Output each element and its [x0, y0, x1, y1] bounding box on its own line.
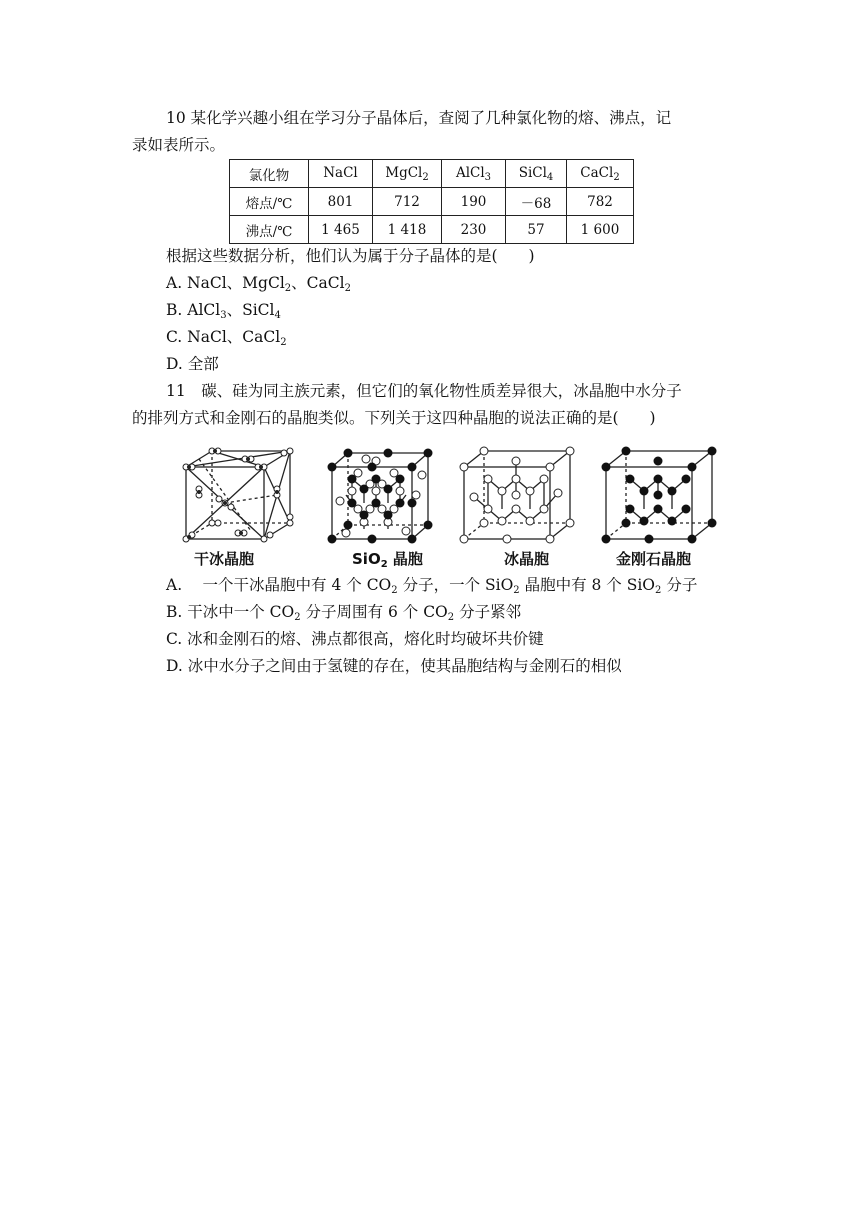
caption-diamond: 金刚石晶胞: [616, 550, 692, 568]
ice-cell-diagram: [458, 445, 578, 545]
q10-option-a[interactable]: A. NaCl、MgCl$_2$、CaCl$_2$: [166, 274, 351, 294]
table-row-label: 熔点/℃: [230, 188, 309, 216]
q11-option-b[interactable]: B. 干冰中一个 $CO_2$ 分子周围有 6 个 $CO_2$ 分子紧邻: [166, 603, 522, 623]
table-header-cell: MgCl$_2$: [373, 160, 442, 188]
table-header-cell: AlCl$_3$: [442, 160, 506, 188]
table-row: [230, 216, 634, 244]
table-cell: 712: [373, 188, 442, 216]
table-cell: 190: [442, 188, 506, 216]
table-cell: 230: [442, 216, 506, 244]
q11-option-c[interactable]: C. 冰和金刚石的熔、沸点都很高，熔化时均破坏共价键: [166, 630, 544, 648]
caption-dry-ice: 干冰晶胞: [194, 550, 255, 568]
dry-ice-cell-diagram: [178, 445, 298, 545]
table-cell: 801: [309, 188, 373, 216]
table-row: [230, 188, 634, 216]
caption-ice: 冰晶胞: [504, 550, 550, 568]
q10-option-d[interactable]: D. 全部: [166, 355, 219, 373]
table-cell: 1 418: [373, 216, 442, 244]
table-cell: 1 465: [309, 216, 373, 244]
q10-stem-line2: 录如表所示。: [132, 136, 226, 154]
q11-stem-line2: 的排列方式和金刚石的晶胞类似。下列关于这四种晶胞的说法正确的是( ): [132, 409, 656, 427]
table-cell: 57: [506, 216, 567, 244]
table-header-cell: SiCl$_4$: [506, 160, 567, 188]
q11-option-d[interactable]: D. 冰中水分子之间由于氢键的存在，使其晶胞结构与金刚石的相似: [166, 657, 622, 675]
table-cell: －68: [506, 188, 567, 216]
q11-option-a[interactable]: A. 一个干冰晶胞中有 4 个 $CO_2$ 分子，一个 SiO$_2$ 晶胞中有 8 个 SiO$_2$ 分子: [166, 576, 698, 596]
table-cell: 1 600: [567, 216, 634, 244]
sio2-cell-diagram: [326, 445, 436, 545]
table-header-label: 氯化物: [230, 160, 309, 188]
caption-sio2: SiO$_2$ 晶胞: [352, 550, 423, 570]
table-cell: 782: [567, 188, 634, 216]
q10-question: 根据这些数据分析，他们认为属于分子晶体的是( ): [166, 247, 535, 265]
q10-option-b[interactable]: B. AlCl$_3$、SiCl$_4$: [166, 301, 281, 321]
q11-stem-line1: 11 碳、硅为同主族元素，但它们的氧化物性质差异很大，冰晶胞中水分子: [166, 382, 682, 400]
table-header-cell: NaCl: [309, 160, 373, 188]
table-header-cell: CaCl$_2$: [567, 160, 634, 188]
diamond-cell-diagram: [600, 445, 720, 545]
chloride-data-table: [229, 159, 634, 244]
q10-stem-line1: 10 某化学兴趣小组在学习分子晶体后，查阅了几种氯化物的熔、沸点，记: [166, 109, 672, 127]
q10-option-c[interactable]: C. NaCl、CaCl$_2$: [166, 328, 287, 348]
table-header-row: [230, 160, 634, 188]
table-row-label: 沸点/℃: [230, 216, 309, 244]
